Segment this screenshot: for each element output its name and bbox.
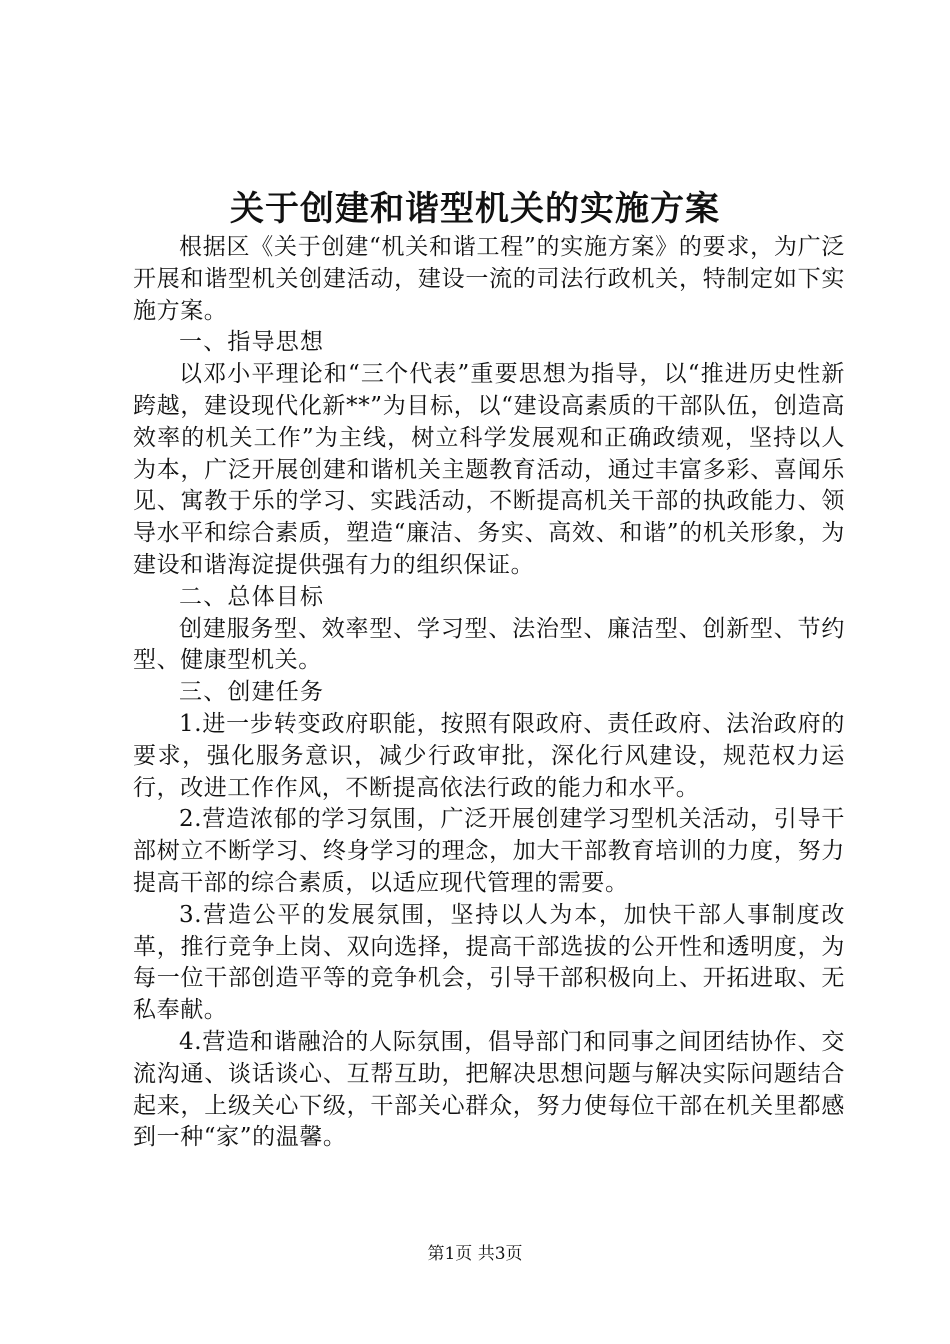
section-heading-tasks: 三、创建任务 bbox=[179, 679, 325, 706]
task-item-2: 2.营造浓郁的学习氛围，广泛开展创建学习型机关活动，引导干部树立不断学习、终身学习的理念，加大干部教育培训的力度，努力提高干部的综合素质，以适应现代管理的需要。 bbox=[133, 806, 845, 896]
overall-goal-paragraph: 创建服务型、效率型、学习型、法治型、廉洁型、创新型、节约型、健康型机关。 bbox=[133, 615, 845, 674]
guiding-ideology-paragraph: 以邓小平理论和“三个代表”重要思想为指导，以“推进历史性新跨越，建设现代化新**”为目标，以“建设高素质的干部队伍，创造高效率的机关工作”为主线，树立科学发展观和正确政绩观，坚持以人为本，广泛开展创建和谐机关主题教育活动，通过丰富多彩、喜闻乐见、寓教于乐的学习、实践活动，不断提高机关干部的执政能力、领导水平和综合素质，塑造“廉洁、务实、高效、和谐”的机关形象，为建设和谐海淀提供强有力的组织保证。 bbox=[133, 361, 845, 578]
task-item-4: 4.营造和谐融洽的人际氛围，倡导部门和同事之间团结协作、交流沟通、谈话谈心、互帮互助，把解决思想问题与解决实际问题结合起来，上级关心下级，干部关心群众，努力使每位干部在机关里都感到一种“家”的温馨。 bbox=[133, 1028, 845, 1151]
task-item-3: 3.营造公平的发展氛围，坚持以人为本，加快干部人事制度改革，推行竞争上岗、双向选择，提高干部选拔的公开性和透明度，为每一位干部创造平等的竞争机会，引导干部积极向上、开拓进取、无私奉献。 bbox=[133, 901, 845, 1024]
task-item-1: 1.进一步转变政府职能，按照有限政府、责任政府、法治政府的要求，强化服务意识，减少行政审批，深化行风建设，规范权力运行，改进工作作风，不断提高依法行政的能力和水平。 bbox=[133, 710, 845, 801]
document-body bbox=[133, 232, 845, 1154]
intro-paragraph: 根据区《关于创建“机关和谐工程”的实施方案》的要求，为广泛开展和谐型机关创建活动，建设一流的司法行政机关，特制定如下实施方案。 bbox=[133, 234, 845, 324]
section-heading-overall-goal: 二、总体目标 bbox=[179, 583, 325, 610]
document-title: 关于创建和谐型机关的实施方案 bbox=[230, 189, 720, 229]
page-footer: 第1页 共3页 bbox=[427, 1244, 523, 1264]
section-heading-guiding-ideology: 一、指导思想 bbox=[179, 329, 325, 356]
